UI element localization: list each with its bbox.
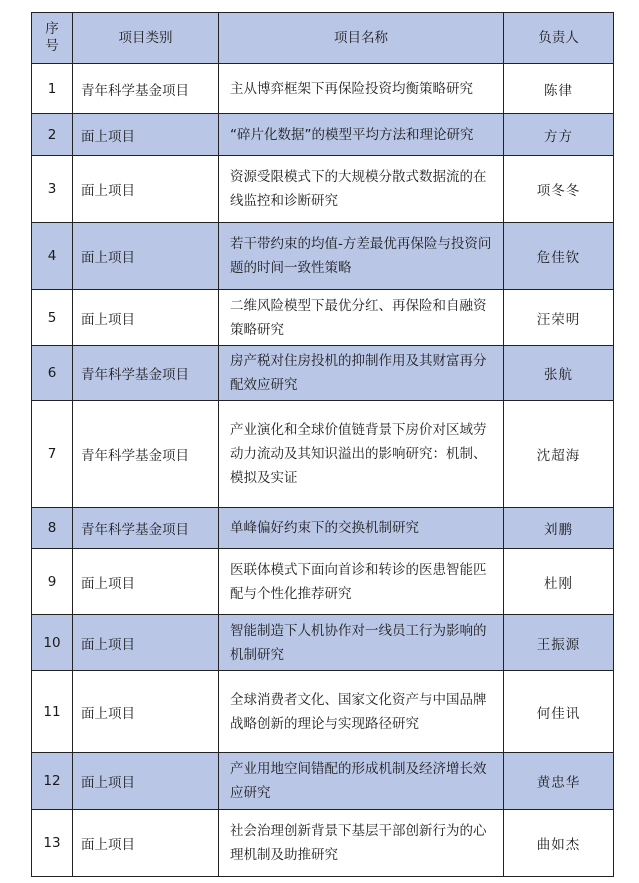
table-row	[32, 753, 614, 810]
cell-category: 面上项目	[73, 223, 219, 290]
table-row	[32, 114, 614, 156]
cell-lead: 陈律	[504, 64, 614, 114]
cell-category: 面上项目	[73, 290, 219, 346]
cell-category: 面上项目	[73, 753, 219, 810]
cell-project-name: “碎片化数据”的模型平均方法和理论研究	[219, 114, 504, 156]
cell-lead: 项冬冬	[504, 156, 614, 223]
cell-num: 3	[32, 156, 73, 223]
cell-num: 11	[32, 671, 73, 753]
table-row	[32, 64, 614, 114]
cell-category: 面上项目	[73, 549, 219, 615]
cell-lead: 曲如杰	[504, 810, 614, 877]
table-row	[32, 508, 614, 549]
table-row	[32, 671, 614, 753]
cell-project-name: 智能制造下人机协作对一线员工行为影响的机制研究	[219, 615, 504, 671]
cell-num: 10	[32, 615, 73, 671]
cell-category: 青年科学基金项目	[73, 64, 219, 114]
cell-lead: 沈超海	[504, 401, 614, 508]
header-name: 项目名称	[219, 13, 504, 64]
cell-lead: 汪荣明	[504, 290, 614, 346]
cell-project-name: 产业用地空间错配的形成机制及经济增长效应研究	[219, 753, 504, 810]
cell-project-name: 主从博弈框架下再保险投资均衡策略研究	[219, 64, 504, 114]
cell-category: 青年科学基金项目	[73, 508, 219, 549]
table-row	[32, 401, 614, 508]
header-num	[32, 13, 73, 64]
cell-num: 8	[32, 508, 73, 549]
project-table	[31, 12, 614, 877]
header-num-label: 序号	[45, 21, 59, 54]
table-header-row	[32, 13, 614, 64]
cell-num: 4	[32, 223, 73, 290]
cell-lead: 危佳钦	[504, 223, 614, 290]
table-body	[32, 64, 614, 877]
cell-lead: 王振源	[504, 615, 614, 671]
cell-project-name: 房产税对住房投机的抑制作用及其财富再分配效应研究	[219, 346, 504, 401]
cell-lead: 张航	[504, 346, 614, 401]
cell-num: 12	[32, 753, 73, 810]
cell-num: 2	[32, 114, 73, 156]
cell-project-name: 医联体模式下面向首诊和转诊的医患智能匹配与个性化推荐研究	[219, 549, 504, 615]
cell-project-name: 社会治理创新背景下基层干部创新行为的心理机制及助推研究	[219, 810, 504, 877]
cell-category: 青年科学基金项目	[73, 346, 219, 401]
table-row	[32, 346, 614, 401]
table-row	[32, 549, 614, 615]
cell-category: 面上项目	[73, 114, 219, 156]
cell-lead: 何佳讯	[504, 671, 614, 753]
table-row	[32, 810, 614, 877]
cell-category: 面上项目	[73, 810, 219, 877]
cell-category: 青年科学基金项目	[73, 401, 219, 508]
table-row	[32, 290, 614, 346]
cell-category: 面上项目	[73, 671, 219, 753]
cell-project-name: 单峰偏好约束下的交换机制研究	[219, 508, 504, 549]
cell-num: 9	[32, 549, 73, 615]
cell-lead: 方方	[504, 114, 614, 156]
cell-project-name: 资源受限模式下的大规模分散式数据流的在线监控和诊断研究	[219, 156, 504, 223]
cell-num: 5	[32, 290, 73, 346]
cell-lead: 刘鹏	[504, 508, 614, 549]
cell-category: 面上项目	[73, 615, 219, 671]
cell-num: 1	[32, 64, 73, 114]
cell-lead: 黄忠华	[504, 753, 614, 810]
cell-project-name: 产业演化和全球价值链背景下房价对区域劳动力流动及其知识溢出的影响研究：机制、模拟及实证	[219, 401, 504, 508]
cell-num: 13	[32, 810, 73, 877]
cell-project-name: 全球消费者文化、国家文化资产与中国品牌战略创新的理论与实现路径研究	[219, 671, 504, 753]
cell-project-name: 若干带约束的均值-方差最优再保险与投资问题的时间一致性策略	[219, 223, 504, 290]
table-row	[32, 223, 614, 290]
cell-num: 7	[32, 401, 73, 508]
cell-category: 面上项目	[73, 156, 219, 223]
header-category: 项目类别	[73, 13, 219, 64]
cell-lead: 杜刚	[504, 549, 614, 615]
cell-num: 6	[32, 346, 73, 401]
table-row	[32, 615, 614, 671]
cell-project-name: 二维风险模型下最优分红、再保险和自融资策略研究	[219, 290, 504, 346]
header-lead: 负责人	[504, 13, 614, 64]
table-row	[32, 156, 614, 223]
